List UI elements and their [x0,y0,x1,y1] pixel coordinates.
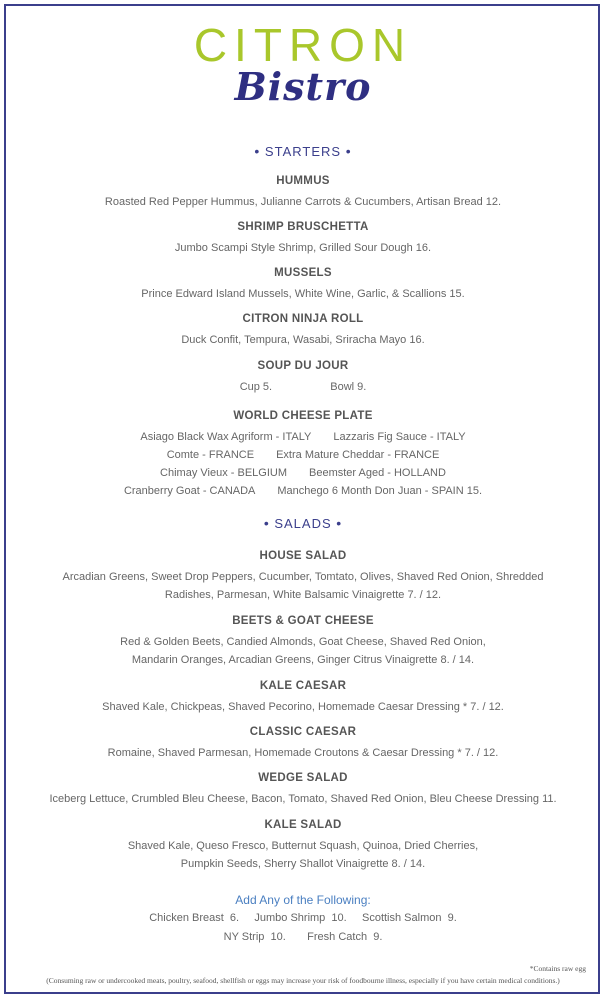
bullet-icon: • [254,143,261,159]
salads-heading: • SALADS • [263,515,343,531]
brand-name: CITRON [193,19,413,71]
health-disclaimer: (Consuming raw or undercooked meats, poultry, seafood, shellfish or eggs may increase your risk of foodbourne illness, especially if you have certain medical conditions.) [46,976,560,985]
item-name: CLASSIC CAESAR [249,726,357,738]
item-name: MUSSELS [274,267,332,279]
menu-item-kale-salad [0,819,606,873]
item-desc: Radishes, Parmesan, White Balsamic Vinaigrette 7. / 12. [164,589,442,601]
cheese-line: Comte - FRANCE Extra Mature Cheddar - FRANCE [166,449,440,461]
menu-item-shrimp-bruschetta [0,221,606,257]
item-name: WEDGE SALAD [258,772,348,784]
item-name: BEETS & GOAT CHEESE [232,615,374,627]
item-desc: Iceberg Lettuce, Crumbled Bleu Cheese, Bacon, Tomato, Shaved Red Onion, Bleu Cheese Dressing 11. [49,793,557,805]
menu-item-kale-caesar [0,680,606,716]
item-name: HOUSE SALAD [259,550,347,562]
menu-item-wedge-salad [0,772,606,808]
addons-line: Chicken Breast 6. Jumbo Shrimp 10. Scottish Salmon 9. [149,912,457,924]
menu-item-ninja-roll [0,313,606,349]
raw-egg-note: *Contains raw egg [529,964,586,973]
menu-item-house-salad [0,550,606,604]
menu-item-hummus [0,175,606,211]
starters-heading: • STARTERS • [254,143,352,159]
item-desc: Roasted Red Pepper Hummus, Julianne Carrots & Cucumbers, Artisan Bread 12. [104,196,502,208]
bullet-icon: • [345,143,352,159]
item-name: HUMMUS [276,175,330,187]
soup-cup-price: Cup 5. [239,381,273,393]
cheese-line: Asiago Black Wax Agriform - ITALY Lazzaris Fig Sauce - ITALY [140,431,466,443]
item-name: SOUP DU JOUR [257,360,349,372]
addons-title: Add Any of the Following: [235,893,371,907]
item-name: KALE SALAD [264,819,342,831]
item-desc: Red & Golden Beets, Candied Almonds, Goat Cheese, Shaved Red Onion, [120,636,486,648]
menu-item-beets-goat [0,615,606,669]
menu-item-soup [0,360,606,396]
menu-item-cheese-plate [0,410,606,500]
cheese-line: Chimay Vieux - BELGIUM Beemster Aged - HOLLAND [160,467,446,479]
item-name: KALE CAESAR [259,680,347,692]
menu-item-classic-caesar [0,726,606,762]
item-name: SHRIMP BRUSCHETTA [237,221,369,233]
item-desc: Shaved Kale, Chickpeas, Shaved Pecorino, Homemade Caesar Dressing * 7. / 12. [102,701,504,713]
menu-item-mussels [0,267,606,303]
cheese-line: Cranberry Goat - CANADA Manchego 6 Month Don Juan - SPAIN 15. [123,485,483,497]
bullet-icon: • [263,515,270,531]
item-desc: Romaine, Shaved Parmesan, Homemade Croutons & Caesar Dressing * 7. / 12. [107,747,499,759]
item-name: CITRON NINJA ROLL [242,313,364,325]
addons-line: NY Strip 10. Fresh Catch 9. [223,931,383,943]
item-name: WORLD CHEESE PLATE [233,410,373,422]
item-desc: Mandarin Oranges, Arcadian Greens, Ginger Citrus Vinaigrette 8. / 14. [131,654,475,666]
item-desc: Prince Edward Island Mussels, White Wine, Garlic, & Scallions 15. [141,288,465,300]
item-desc: Shaved Kale, Queso Fresco, Butternut Squash, Quinoa, Dried Cherries, [127,840,479,852]
item-desc: Duck Confit, Tempura, Wasabi, Sriracha Mayo 16. [181,334,425,346]
item-desc: Pumpkin Seeds, Sherry Shallot Vinaigrette 8. / 14. [180,858,426,870]
item-desc: Jumbo Scampi Style Shrimp, Grilled Sour Dough 16. [174,242,432,254]
item-desc: Arcadian Greens, Sweet Drop Peppers, Cucumber, Tomtato, Olives, Shaved Red Onion, Shredded [62,571,544,583]
bullet-icon: • [336,515,343,531]
soup-bowl-price: Bowl 9. [330,381,367,393]
brand-subtitle: Bistro [234,64,372,109]
